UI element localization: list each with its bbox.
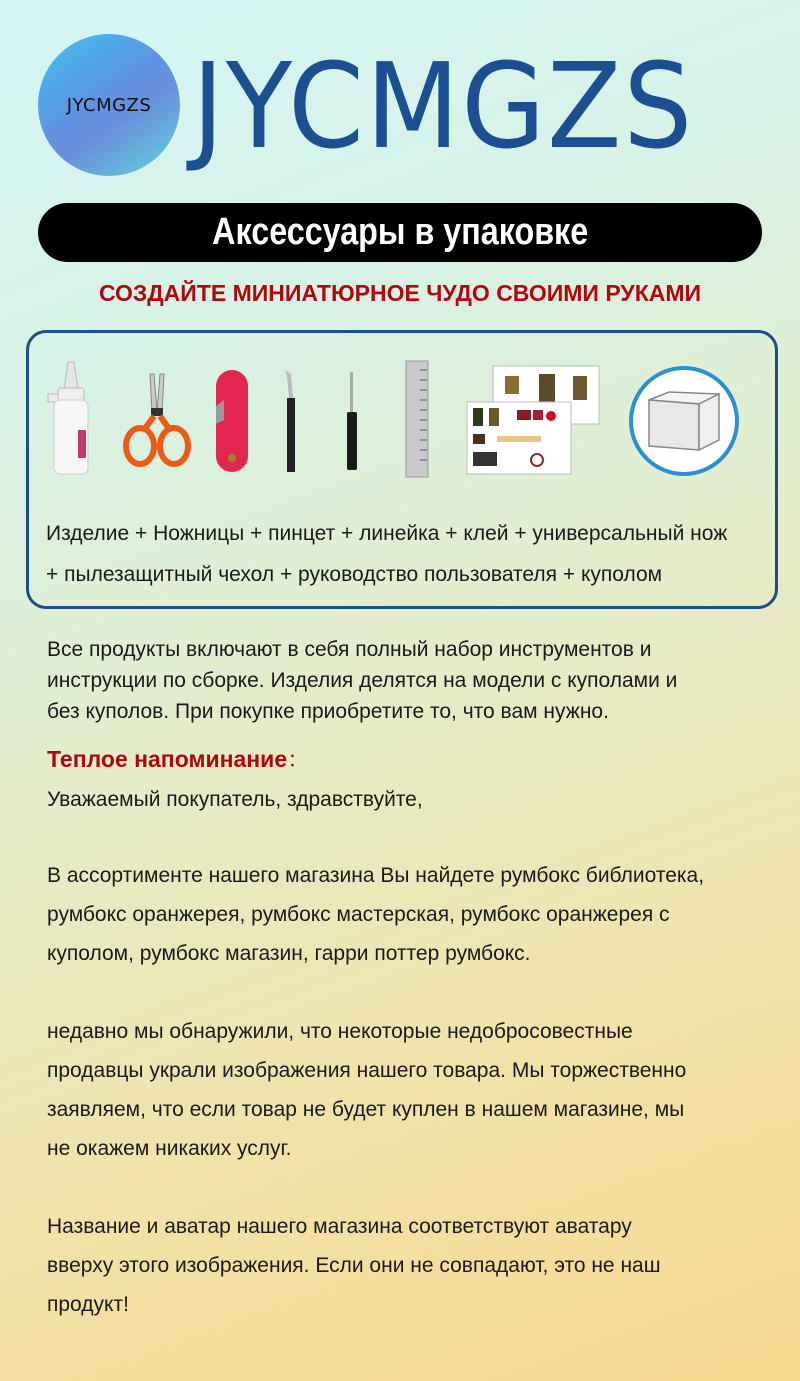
reminder-colon: ： xyxy=(287,746,311,772)
screwdriver-icon xyxy=(344,370,360,472)
intro-paragraph xyxy=(47,634,767,727)
assortment-line: румбокс оранжерея, румбокс мастерская, румбокс оранжерея с xyxy=(47,903,670,926)
warning-line: продавцы украли изображения нашего товара. Мы торжественно xyxy=(47,1059,687,1082)
brand-name: JYCMGZS xyxy=(192,37,695,175)
store-avatar-logo xyxy=(38,34,180,176)
closing-paragraph xyxy=(47,1207,767,1324)
instruction-manual-icon xyxy=(465,364,603,476)
intro-line: Все продукты включают в себя полный набор инструментов и xyxy=(47,638,652,661)
scissors-icon xyxy=(122,372,192,472)
assortment-line: В ассортименте нашего магазина Вы найдете румбокс библиотека, xyxy=(47,864,705,887)
utility-knife-icon xyxy=(214,368,250,474)
accessories-banner xyxy=(38,203,762,262)
warning-line: недавно мы обнаружили, что некоторые недобросовестные xyxy=(47,1020,633,1043)
warning-line: не окажем никаких услуг. xyxy=(47,1137,292,1160)
intro-line: инструкции по сборке. Изделия делятся на модели с куполами и xyxy=(47,669,678,692)
intro-line: без куполов. При покупке приобретите то, что вам нужно. xyxy=(47,700,609,723)
accessories-list-line-1: Изделие + Ножницы + пинцет + линейка + клей + универсальный нож xyxy=(46,522,728,545)
banner-title: Аксессуары в упаковке xyxy=(211,211,589,253)
tagline: СОЗДАЙТЕ МИНИАТЮРНОЕ ЧУДО СВОИМИ РУКАМИ xyxy=(98,280,702,306)
assortment-paragraph xyxy=(47,856,767,973)
accessories-list-line-2: + пылезащитный чехол + руководство пользователя + куполом xyxy=(46,563,663,586)
warning-paragraph xyxy=(47,1012,767,1168)
logo-text: JYCMGZS xyxy=(66,94,152,116)
glue-bottle-icon xyxy=(46,360,96,480)
assortment-line: куполом, румбокс магазин, гарри поттер румбокс. xyxy=(47,942,531,965)
closing-line: продукт! xyxy=(47,1293,129,1316)
warning-line: заявляем, что если товар не будет куплен в нашем магазине, мы xyxy=(47,1098,685,1121)
ruler-icon xyxy=(405,360,429,478)
reminder-heading xyxy=(47,741,310,774)
dust-cover-icon xyxy=(627,364,741,478)
reminder-title: Теплое напоминание xyxy=(47,746,288,772)
closing-line: Название и аватар нашего магазина соответствуют аватару xyxy=(47,1215,632,1238)
greeting: Уважаемый покупатель, здравствуйте, xyxy=(47,788,423,811)
closing-line: вверху этого изображения. Если они не совпадают, это не наш xyxy=(47,1254,661,1277)
tweezers-icon xyxy=(283,368,299,474)
